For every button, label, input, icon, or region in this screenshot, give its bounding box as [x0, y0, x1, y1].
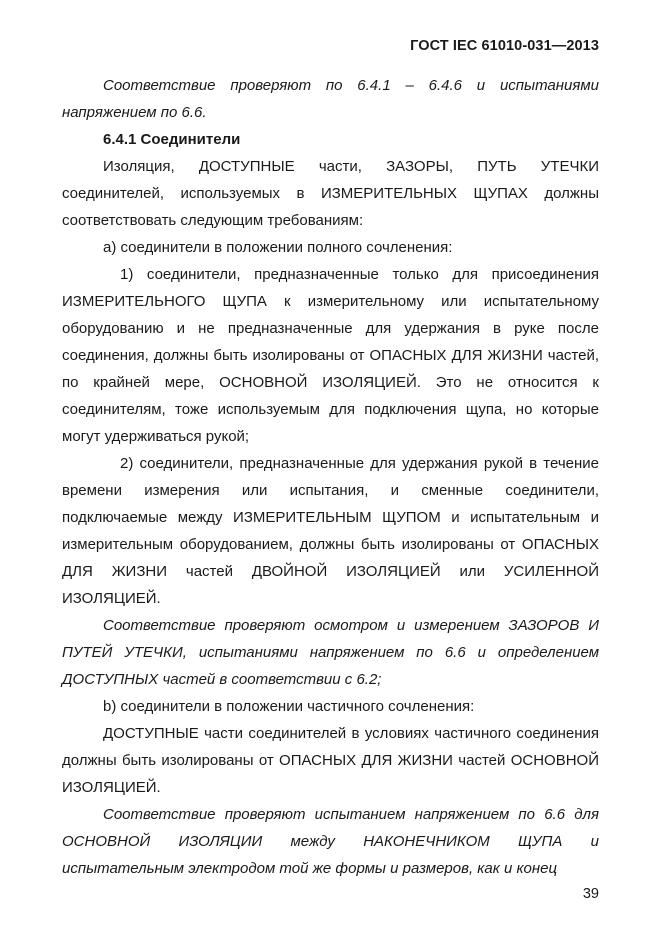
compliance-paragraph: Соответствие проверяют осмотром и измерением ЗАЗОРОВ И ПУТЕЙ УТЕЧКИ, испытаниями напряжением по 6.6 и определением ДОСТУПНЫХ частей в соответствии с 6.2; [62, 617, 599, 688]
compliance-paragraph: Соответствие проверяют испытанием напряжением по 6.6 для ОСНОВНОЙ ИЗОЛЯЦИИ между НАКОНЕЧНИКОМ ЩУПА и испытательным электродом той же формы и размеров, как и конец [62, 806, 599, 877]
section-heading: 6.4.1 Соединители [103, 131, 241, 148]
subitem-2: 2) соединители, предназначенные для удержания рукой в течение времени измерения или испытания, и сменные соединители, подключаемые между ИЗМЕРИТЕЛЬНЫМ ЩУПОМ и испытательным и измерительным оборудованием, должны быть изолированы от ОПАСНЫХ ДЛЯ ЖИЗНИ частей ДВОЙНОЙ ИЗОЛЯЦИЕЙ или УСИЛЕННОЙ ИЗОЛЯЦИЕЙ. [62, 455, 599, 607]
list-item-a: а) соединители в положении полного сочленения: [103, 239, 453, 256]
body-paragraph: Изоляция, ДОСТУПНЫЕ части, ЗАЗОРЫ, ПУТЬ УТЕЧКИ соединителей, используемых в ИЗМЕРИТЕЛЬНЫХ ЩУПАХ должны соответствовать следующим требованиям: [62, 158, 599, 229]
page-number: 39 [582, 886, 599, 902]
document-body [62, 72, 599, 882]
body-paragraph: ДОСТУПНЫЕ части соединителей в условиях частичного соединения должны быть изолированы от ОПАСНЫХ ДЛЯ ЖИЗНИ частей ОСНОВНОЙ ИЗОЛЯЦИЕЙ. [62, 725, 599, 796]
standard-header: ГОСТ IEC 61010-031—2013 [410, 38, 599, 54]
compliance-paragraph: Соответствие проверяют по 6.4.1 – 6.4.6 и испытаниями напряжением по 6.6. [62, 77, 599, 121]
list-item-b: b) соединители в положении частичного сочленения: [103, 698, 475, 715]
subitem-1: 1) соединители, предназначенные только для присоединения ИЗМЕРИТЕЛЬНОГО ЩУПА к измерительному или испытательному оборудованию и не предназначенные для удержания в руке после соединения, должны быть изолированы от ОПАСНЫХ ДЛЯ ЖИЗНИ частей, по крайней мере, ОСНОВНОЙ ИЗОЛЯЦИЕЙ. Это не относится к соединителям, тоже используемым для подключения щупа, но которые могут удерживаться рукой; [62, 266, 599, 445]
